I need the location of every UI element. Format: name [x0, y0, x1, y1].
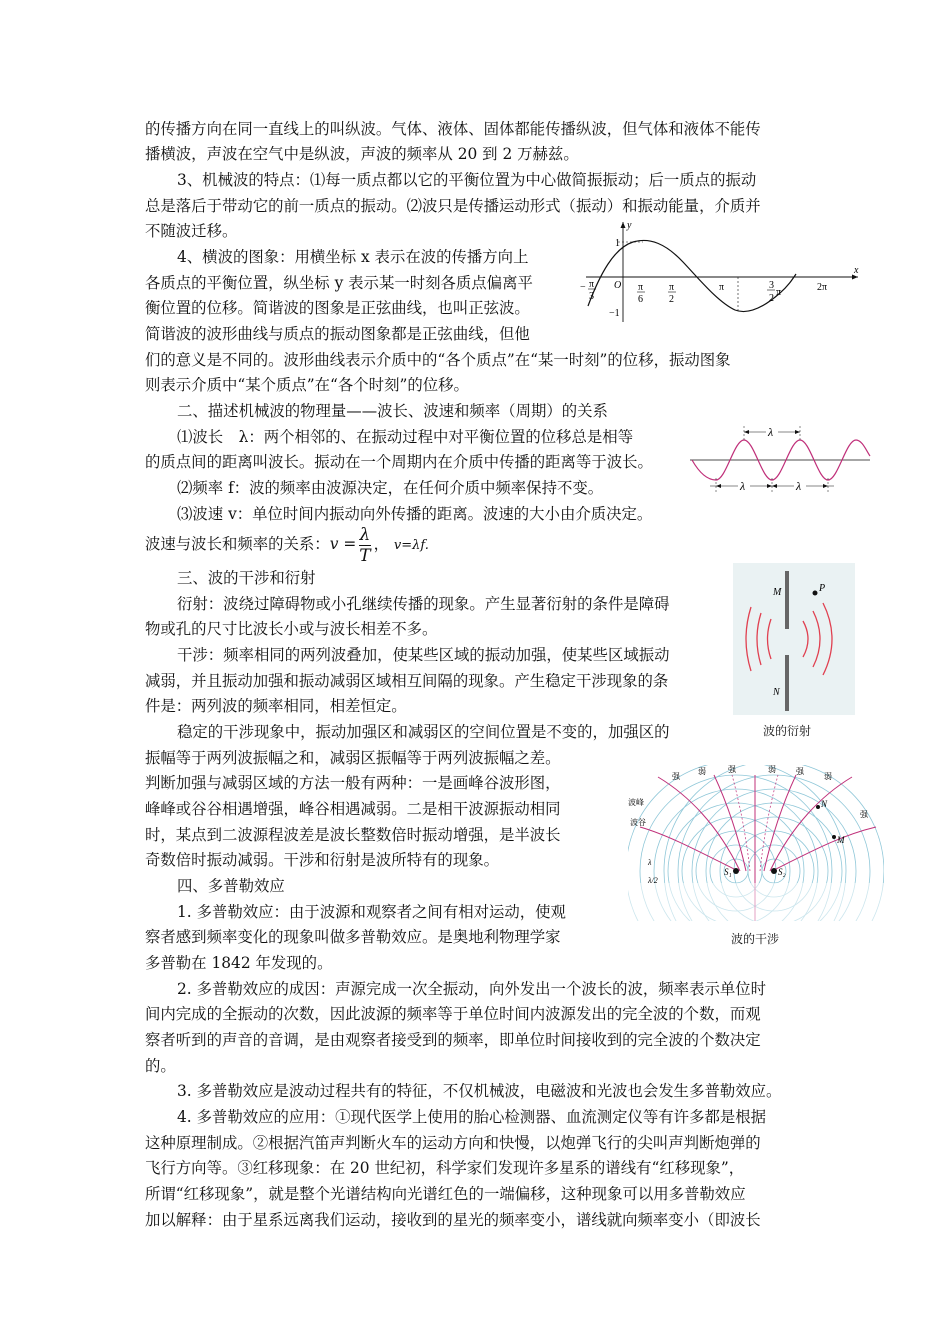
origin-label: O — [614, 280, 622, 291]
tick-3pi-2-a: 3 — [769, 280, 774, 291]
formula-prefix: 波速与波长和频率的关系： — [145, 535, 330, 553]
paragraph-line: 时，某点到二波源程波差是波长整数倍时振动增强，是半波长 — [145, 826, 561, 844]
tick-neg-pi-3-den: 3 — [589, 291, 594, 302]
paragraph-line: 3. 多普勒效应是波动过程共有的特征，不仅机械波，电磁波和光波也会发生多普勒效应。 — [177, 1082, 782, 1100]
paragraph-line: 2. 多普勒效应的成因：声源完成一次全振动，向外发出一个波长的波，频率表示单位时 — [177, 980, 767, 998]
paragraph-line: 4、横波的图象：用横坐标 x 表示在波的传播方向上 — [177, 248, 529, 266]
label-strong: 强 — [728, 765, 736, 774]
label-weak: 弱 — [824, 772, 832, 781]
label-lambda: λ — [648, 858, 652, 867]
formula-eq: = — [343, 535, 357, 553]
paragraph-line: 衍射：波绕过障碍物或小孔继续传播的现象。产生显著衍射的条件是障碍 — [177, 595, 670, 613]
paragraph-line: 多普勒在 1842 年发现的。 — [145, 954, 333, 972]
section-heading: 四、多普勒效应 — [177, 877, 285, 895]
label-strong-right: 强 — [860, 810, 868, 819]
paragraph-line: 播横波，声波在空气中是纵波，声波的频率从 20 到 2 万赫兹。 — [145, 145, 579, 163]
paragraph-line: 奇数倍时振动减弱。干涉和衍射是波所特有的现象。 — [145, 851, 499, 869]
label-m: M — [773, 587, 782, 598]
lambda-left: λ — [740, 479, 746, 493]
label-weak: 弱 — [768, 765, 776, 774]
paragraph-line: 这种原理制成。②根据汽笛声判断火车的运动方向和快慢，以炮弹飞行的尖叫声判断炮弹的 — [145, 1134, 761, 1152]
paragraph-line: 间内完成的全振动的次数，因此波源的频率等于单位时间内波源发出的完全波的个数，而观 — [145, 1005, 761, 1023]
paragraph-line: 峰峰或谷谷相遇增强，峰谷相遇减弱。二是相干波源振动相同 — [145, 800, 561, 818]
paragraph-line: 总是落后于带动它的前一质点的振动。⑵波只是传播运动形式（振动）和振动能量，介质并 — [145, 197, 761, 215]
paragraph-line: 加以解释：由于星系远离我们运动，接收到的星光的频率变小，谱线就向频率变小（即波长 — [145, 1211, 761, 1229]
paragraph-line: 所谓“红移现象”，就是整个光谱结构向光谱红色的一端偏移，这种现象可以用多普勒效应 — [145, 1185, 746, 1203]
label-s1: S₁ — [724, 867, 732, 877]
paragraph-line: 各质点的平衡位置，纵坐标 y 表示某一时刻各质点偏离平 — [145, 274, 533, 292]
formula-numerator: λ — [359, 524, 371, 545]
x-axis-label: x — [854, 265, 859, 276]
paragraph-line: 的质点间的距离叫波长。振动在一个周期内在介质中传播的距离等于波长。 — [145, 453, 653, 471]
tick-pi-6-den: 6 — [638, 294, 643, 305]
paragraph-line: ⑶波速 v：单位时间内振动向外传播的距离。波速的大小由介质决定。 — [177, 505, 653, 523]
y-axis-label: y — [627, 220, 632, 231]
paragraph-line: 稳定的干涉现象中，振动加强区和减弱区的空间位置是不变的，加强区的 — [177, 723, 670, 741]
wavelength-figure — [690, 420, 872, 496]
paragraph-line: 件是：两列波的频率相同，相差恒定。 — [145, 697, 407, 715]
paragraph-line: 飞行方向等。③红移现象：在 20 世纪初，科学家们发现许多星系的谱线有“红移现象”， — [145, 1159, 745, 1177]
paragraph-line: ⑵频率 f：波的频率由波源决定，在任何介质中频率保持不变。 — [177, 479, 604, 497]
tick-3pi-2-b: 2 — [769, 293, 774, 304]
paragraph-line: 察者听到的声音的音调，是由观察者接受到的频率，即单位时间接收到的完全波的个数决定 — [145, 1031, 761, 1049]
paragraph-line: 干涉：频率相同的两列波叠加，使某些区域的振动加强，使某些区域振动 — [177, 646, 670, 664]
paragraph-line: 不随波迁移。 — [145, 222, 238, 240]
tick-pi: π — [719, 282, 725, 293]
interference-figure — [628, 765, 884, 921]
paragraph-line: 4. 多普勒效应的应用：①现代医学上使用的胎心检测器、血流测定仪等有许多都是根据 — [177, 1108, 767, 1126]
label-s2: S₂ — [778, 867, 786, 877]
lambda-top: λ — [768, 425, 774, 439]
paragraph-line: 的传播方向在同一直线上的叫纵波。气体、液体、固体都能传播纵波，但气体和液体不能传 — [145, 120, 761, 138]
tick-pi-2-den: 2 — [669, 294, 674, 305]
formula-v: v — [329, 535, 339, 553]
label-n: N — [821, 799, 828, 809]
sine-wave-graph — [578, 218, 863, 326]
paragraph-line: 3、机械波的特点：⑴每一质点都以它的平衡位置为中心做简振振动；后一质点的振动 — [177, 171, 757, 189]
label-m: M — [837, 835, 845, 845]
paragraph-line: 1. 多普勒效应：由于波源和观察者之间有相对运动，使观 — [177, 903, 566, 921]
paragraph-line: 振幅等于两列波振幅之和，减弱区振幅等于两列波振幅之差。 — [145, 749, 561, 767]
paragraph-line: 判断加强与减弱区域的方法一般有两种：一是画峰谷波形图， — [145, 774, 561, 792]
tick-neg-pi-3-num: π — [589, 279, 595, 290]
formula-line — [145, 524, 429, 566]
paragraph-line: 物或孔的尺寸比波长小或与波长相差不多。 — [145, 620, 438, 638]
section-heading: 三、波的干涉和衍射 — [177, 569, 316, 587]
paragraph-line: 减弱，并且振动加强和振动减弱区域相互间隔的现象。产生稳定干涉现象的条 — [145, 672, 669, 690]
tick-3pi-2-pi: π — [776, 287, 782, 298]
y-min-label: −1 — [609, 308, 620, 319]
label-half-lambda: λ/2 — [648, 876, 658, 885]
diffraction-caption: 波的衍射 — [763, 724, 812, 738]
paragraph-line: 则表示介质中“某个质点”在“各个时刻”的位移。 — [145, 376, 469, 394]
label-strong: 强 — [672, 772, 680, 781]
paragraph-line: 察者感到频率变化的现象叫做多普勒效应。是奥地利物理学家 — [145, 928, 561, 946]
lambda-right: λ — [796, 479, 802, 493]
paragraph-line: 简谐波的波形曲线与质点的振动图象都是正弦曲线，但他 — [145, 325, 530, 343]
tick-pi-2-num: π — [669, 282, 675, 293]
paragraph-line: 的。 — [145, 1057, 176, 1075]
diffraction-figure — [733, 563, 855, 715]
tick-neg-sign: − — [580, 282, 586, 293]
label-trough: 波谷 — [630, 818, 646, 827]
formula-fraction — [359, 525, 370, 566]
formula-second: v=λf. — [393, 538, 429, 553]
formula-denominator: T — [359, 545, 371, 566]
label-p: P — [819, 583, 826, 594]
interference-caption: 波的干涉 — [731, 932, 780, 946]
label-weak: 弱 — [698, 767, 706, 776]
tick-2pi: 2π — [817, 282, 828, 293]
paragraph-line: 衡位置的位移。简谐波的图象是正弦曲线，也叫正弦波。 — [145, 299, 530, 317]
label-crest: 波峰 — [628, 798, 644, 807]
tick-pi-6-num: π — [638, 282, 644, 293]
label-n: N — [773, 687, 780, 698]
paragraph-line: 们的意义是不同的。波形曲线表示介质中的“各个质点”在“某一时刻”的位移，振动图象 — [145, 351, 731, 369]
y-max-label: 1 — [615, 238, 620, 249]
label-strong: 强 — [796, 767, 804, 776]
section-heading: 二、描述机械波的物理量——波长、波速和频率（周期）的关系 — [177, 402, 608, 420]
paragraph-line: ⑴波长 λ：两个相邻的、在振动过程中对平衡位置的位移总是相等 — [177, 428, 634, 446]
formula-sep: ， — [373, 535, 389, 553]
